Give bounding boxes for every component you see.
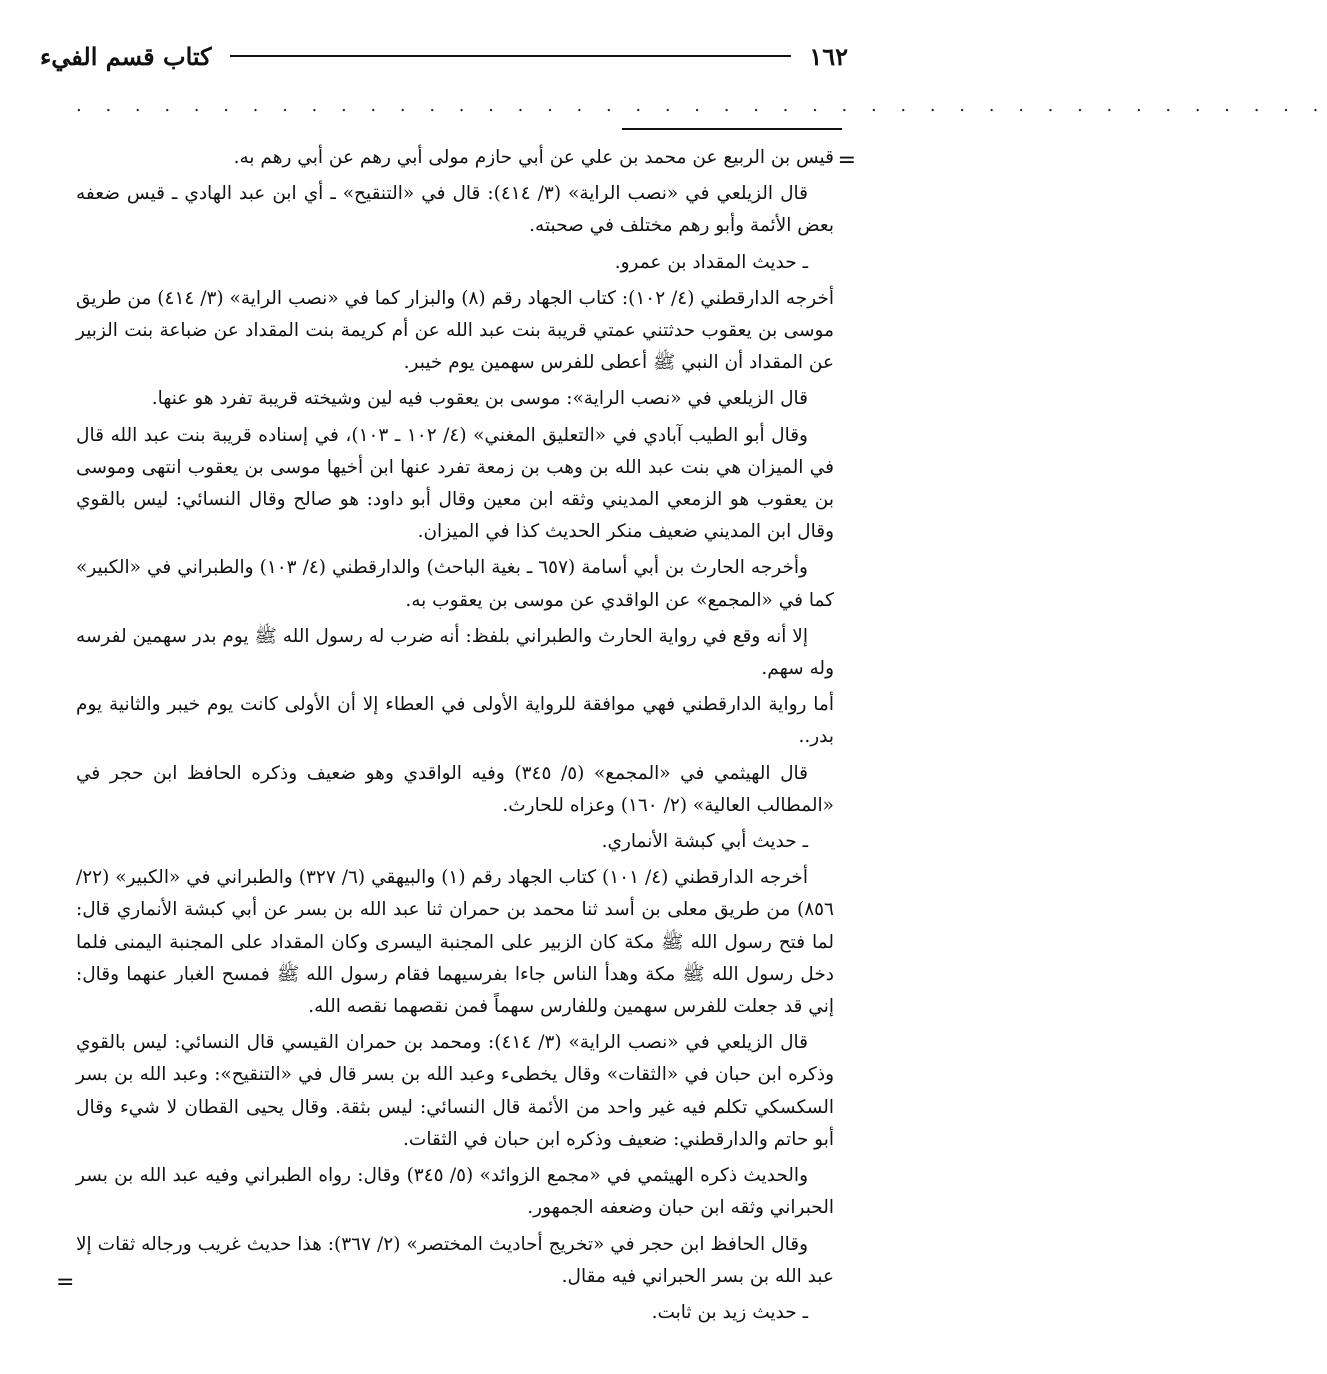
paragraph: إلا أنه وقع في رواية الحارث والطبراني بلفظ: أنه ضرب له رسول الله ﷺ يوم بدر سهمين لفرسه وله سهم. [75,625,834,680]
book-title: كتاب قسم الفيء [40,41,212,71]
paragraph: والحديث ذكره الهيثمي في «مجمع الزوائد» (٥/ ٣٤٥) وقال: رواه الطبراني وفيه عبد الله بن بسر الحبراني وثقه ابن حبان وضعفه الجمهور. [76,1165,834,1219]
paragraph: أما رواية الدارقطني فهي موافقة للرواية الأولى في العطاء إلا أن الأولى كانت يوم خيبر والثانية يوم بدر.. [76,694,834,748]
paragraph: وأخرجه الحارث بن أبي أسامة (٦٥٧ ـ بغية الباحث) والدارقطني (٤/ ١٠٣) والطبراني في «الكبير» كما في «المجمع» عن الواقدي عن موسى بن يعقوب به. [76,557,834,611]
paragraph: قال الزيلعي في «نصب الراية» (٣/ ٤١٤): قال في «التنقيح» ـ أي ابن عبد الهادي ـ قيس ضعفه بعض الأئمة وأبو رهم مختلف في صحبته. [76,183,834,237]
paragraph: وقال أبو الطيب آبادي في «التعليق المغني» (٤/ ١٠٢ ـ ١٠٣)، في إسناده قريبة بنت عبد الله قال في الميزان هي بنت عبد الله بن وهب بن زمعة تفرد عنها ابن أخيها موسى بن يعقوب انتهى وموسى بن يعقوب هو الزمعي المديني وثقه ابن معين وقال أبو داود: هو صالح وقال النسائي: ليس بالقوي وقال ابن المديني ضعيف منكر الحديث كذا في الميزان. [76,424,834,543]
page-number: ١٦٢ [809,41,848,71]
paragraph: ـ حديث زيد بن ثابت. [651,1301,808,1323]
continuation-mark-top: = [837,148,856,173]
paragraph: قال الزيلعي في «نصب الراية»: موسى بن يعقوب فيه لين وشيخته قريبة تفرد هو عنها. [151,388,808,410]
paragraph: قيس بن الربيع عن محمد بن علي عن أبي حازم مولى أبي رهم عن أبي رهم به. [233,147,834,168]
paragraph: وقال الحافظ ابن حجر في «تخريج أحاديث المختصر» (٢/ ٣٦٧): هذا حديث غريب ورجاله ثقات إلا عبد الله بن بسر الحبراني فيه مقال. [76,1233,834,1287]
dotted-separator: . . . . . . . . . . . . . . . . . . . . . . . . . . . . . . . . . . . . . . . . . . . [76,95,1327,116]
footnote-body [76,142,834,1333]
paragraph: أخرجه الدارقطني (٤/ ١٠٢): كتاب الجهاد رقم (٨) والبزار كما في «نصب الراية» (٣/ ٤١٤) من طريق موسى بن يعقوب حدثتني عمتي قريبة بنت عبد الله عن أم كريمة بنت المقداد عن ضباعة بنت الزبير عن المقداد أن النبي ﷺ أعطى للفرس سهمين يوم خيبر. [76,287,834,374]
paragraph: قال الهيثمي في «المجمع» (٥/ ٣٤٥) وفيه الواقدي وهو ضعيف وذكره الحافظ ابن حجر في «المطالب العالية» (٢/ ١٦٠) وعزاه للحارث. [76,762,834,816]
paragraph: أخرجه الدارقطني (٤/ ١٠١) كتاب الجهاد رقم (١) والبيهقي (٦/ ٣٢٧) والطبراني في «الكبير» (٢٢/ ٨٥٦) من طريق معلى بن أسد ثنا محمد بن حمران ثنا عبد الله بن بسر عن أبي كبشة الأنماري قال: لما فتح رسول الله ﷺ مكة كان الزبير على المجنبة اليسرى وكان المقداد على المجنبة اليمنى فلما دخل رسول الله ﷺ مكة وهدأ الناس جاءا بفرسيهما فقام رسول الله ﷺ فمسح الغبار عنهما وقال: إني قد جعلت للفرس سهمين وللفارس سهماً فمن نقصهما نقصه الله. [76,867,834,1018]
page-header [40,36,848,76]
paragraph: قال الزيلعي في «نصب الراية» (٣/ ٤١٤): ومحمد بن حمران القيسي قال النسائي: ليس بالقوي وذكره ابن حبان في «الثقات» وقال يخطىء وعبد الله بن بسر قال في «التنقيح»: وعبد الله بن بسر السكسكي تكلم فيه غير واحد من الأئمة قال النسائي: ليس بثقة. وقال يحيى القطان لا شيء وقال أبو حاتم والدارقطني: ضعيف وذكره ابن حبان في الثقات. [76,1032,834,1150]
paragraph: ـ حديث أبي كبشة الأنماري. [601,831,808,853]
footnote-rule [622,128,842,130]
continuation-mark-bottom: = [56,1270,75,1295]
paragraph: ـ حديث المقداد بن عمرو. [614,251,808,273]
header-rule [230,55,792,57]
